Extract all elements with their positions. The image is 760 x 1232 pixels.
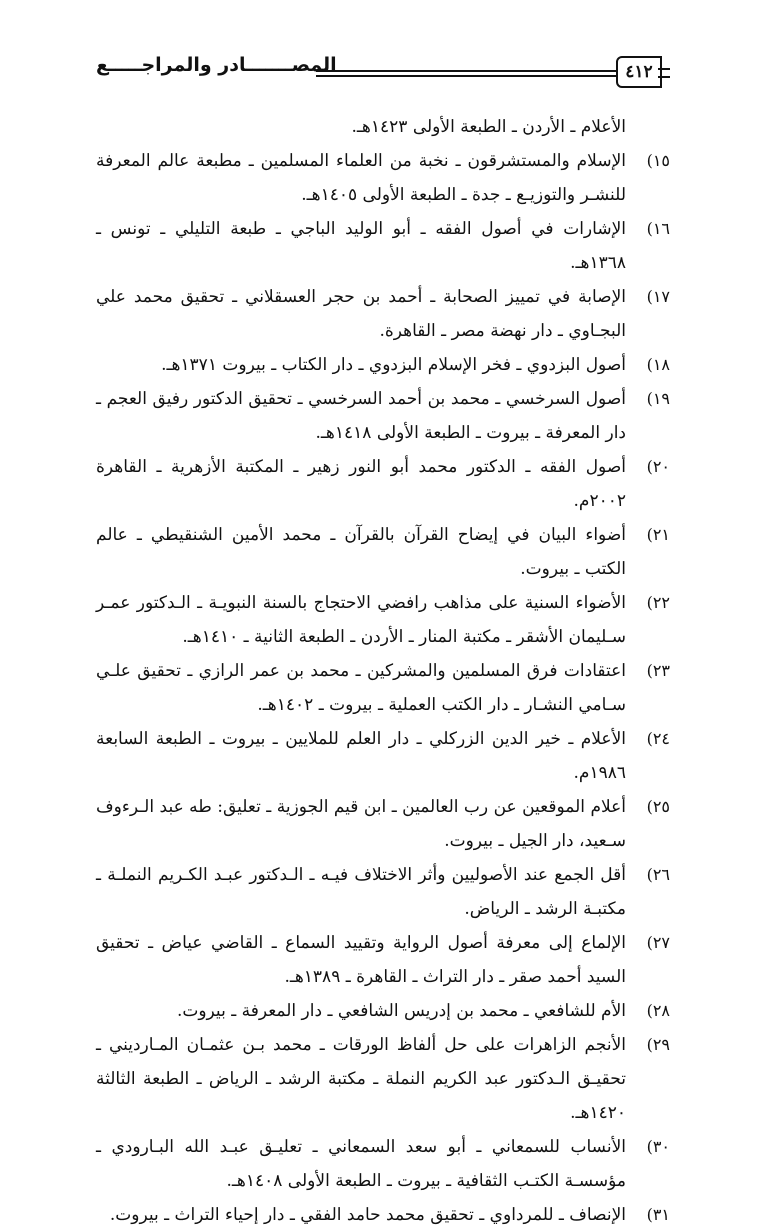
- entry-number: ١٥): [646, 151, 670, 170]
- header-rule: [316, 70, 616, 77]
- bibliography-entry: [96, 858, 670, 926]
- bibliography-entry: [96, 110, 670, 144]
- bibliography-entry: [96, 280, 670, 348]
- entry-number: ٢٣): [646, 661, 670, 680]
- running-head-title: المصـــــــادر والمراجـــــع: [96, 54, 337, 76]
- bibliography-entry: [96, 1130, 670, 1198]
- entry-text: أصول البزدوي ـ فخر الإسلام البزدوي ـ دار الكتاب ـ بيروت ١٣٧١هـ.: [161, 355, 626, 375]
- entry-text: الإشارات في أصول الفقه ـ أبو الوليد الباجي ـ طبعة التليلي ـ تونس ـ ١٣٦٨هـ.: [96, 219, 626, 273]
- entry-number: ٣١): [646, 1205, 670, 1224]
- bibliography-entry: [96, 382, 670, 450]
- entry-number: ٣٠): [646, 1137, 670, 1156]
- entry-text: الإسلام والمستشرقون ـ نخبة من العلماء المسلمين ـ مطبعة عالم المعرفة للنشـر والتوزيـع ـ جدة ـ الطبعة الأولى ١٤٠٥هـ.: [96, 151, 626, 205]
- bibliography-entry: [96, 926, 670, 994]
- bibliography-list: [96, 110, 670, 1232]
- entry-text: الأعلام ـ الأردن ـ الطبعة الأولى ١٤٢٣هـ.: [351, 117, 626, 137]
- bibliography-entry: [96, 994, 670, 1028]
- entry-text: أصول السرخسي ـ محمد بن أحمد السرخسي ـ تحقيق الدكتور رفيق العجم ـ دار المعرفة ـ بيروت ـ الطبعة الأولى ١٤١٨هـ.: [96, 389, 626, 443]
- entry-number: ٢٠): [646, 457, 670, 476]
- entry-number: ٢٥): [646, 797, 670, 816]
- entry-text: أضواء البيان في إيضاح القرآن بالقرآن ـ محمد الأمين الشنقيطي ـ عالم الكتب ـ بيروت.: [96, 525, 626, 579]
- entry-number: ١٧): [646, 287, 670, 306]
- entry-number: ٢٢): [646, 593, 670, 612]
- bibliography-entry: [96, 790, 670, 858]
- entry-number: ١٦): [646, 219, 670, 238]
- bibliography-entry: [96, 586, 670, 654]
- bibliography-entry: [96, 1198, 670, 1232]
- bibliography-entry: [96, 212, 670, 280]
- bibliography-entry: [96, 654, 670, 722]
- entry-text: أصول الفقه ـ الدكتور محمد أبو النور زهير ـ المكتبة الأزهرية ـ القاهرة ٢٠٠٢م.: [96, 457, 626, 511]
- entry-text: الأعلام ـ خير الدين الزركلي ـ دار العلم للملايين ـ بيروت ـ الطبعة السابعة ١٩٨٦م.: [96, 729, 626, 783]
- entry-number: ٢٤): [646, 729, 670, 748]
- entry-text: اعتقادات فرق المسلمين والمشركين ـ محمد بن عمر الرازي ـ تحقيق علـي سـامي النشـار ـ دار الكتب العملية ـ بيروت ـ ١٤٠٢هـ.: [96, 661, 626, 715]
- entry-number: ٢٩): [646, 1035, 670, 1054]
- bibliography-entry: [96, 722, 670, 790]
- bibliography-entry: [96, 1028, 670, 1130]
- entry-number: ٢٨): [646, 1001, 670, 1020]
- entry-number: ٢٧): [646, 933, 670, 952]
- entry-text: الأنجم الزاهرات على حل ألفاظ الورقات ـ محمد بـن عثمـان المـارديني ـ تحقيـق الـدكتور عبد الكريم النملة ـ مكتبة الرشد ـ الرياض ـ الطبعة الثالثة ١٤٢٠هـ.: [96, 1035, 626, 1123]
- entry-text: الإنصاف ـ للمرداوي ـ تحقيق محمد حامد الفقي ـ دار إحياء التراث ـ بيروت.: [109, 1205, 626, 1225]
- page-number: ٤١٢: [616, 56, 662, 88]
- bibliography-entry: [96, 518, 670, 586]
- entry-number: ١٩): [646, 389, 670, 408]
- entry-text: الإصابة في تمييز الصحابة ـ أحمد بن حجر العسقلاني ـ تحقيق محمد علي البجـاوي ـ دار نهضة مصر ـ القاهرة.: [96, 287, 626, 341]
- entry-text: الإلماع إلى معرفة أصول الرواية وتقييد السماع ـ القاضي عياض ـ تحقيق السيد أحمد صقر ـ دار التراث ـ القاهرة ـ ١٣٨٩هـ.: [96, 933, 626, 987]
- entry-number: ٢٦): [646, 865, 670, 884]
- entry-number: ٢١): [646, 525, 670, 544]
- bibliography-entry: [96, 450, 670, 518]
- bibliography-entry: [96, 144, 670, 212]
- entry-text: الأم للشافعي ـ محمد بن إدريس الشافعي ـ دار المعرفة ـ بيروت.: [176, 1001, 626, 1021]
- entry-text: الأضواء السنية على مذاهب رافضي الاحتجاج بالسنة النبويـة ـ الـدكتور عمـر سـليمان الأشقر ـ مكتبة المنار ـ الأردن ـ الطبعة الثانية ـ ١٤١٠هـ.: [96, 593, 626, 647]
- bibliography-entry: [96, 348, 670, 382]
- entry-text: أقل الجمع عند الأصوليين وأثر الاختلاف فيـه ـ الـدكتور عبـد الكـريم النملـة ـ مكتبـة الرشد ـ الرياض.: [96, 865, 626, 919]
- page-header: [96, 52, 670, 92]
- entry-text: أعلام الموقعين عن رب العالمين ـ ابن قيم الجوزية ـ تعليق: طه عبد الـرءوف سـعيد، دار الجيل ـ بيروت.: [96, 797, 626, 851]
- header-rule-tail: [658, 68, 670, 78]
- entry-text: الأنساب للسمعاني ـ أبو سعد السمعاني ـ تعليـق عبـد الله البـارودي ـ مؤسسـة الكتـب الثقافية ـ بيروت ـ الطبعة الأولى ١٤٠٨هـ.: [96, 1137, 626, 1191]
- entry-number: ١٨): [646, 355, 670, 374]
